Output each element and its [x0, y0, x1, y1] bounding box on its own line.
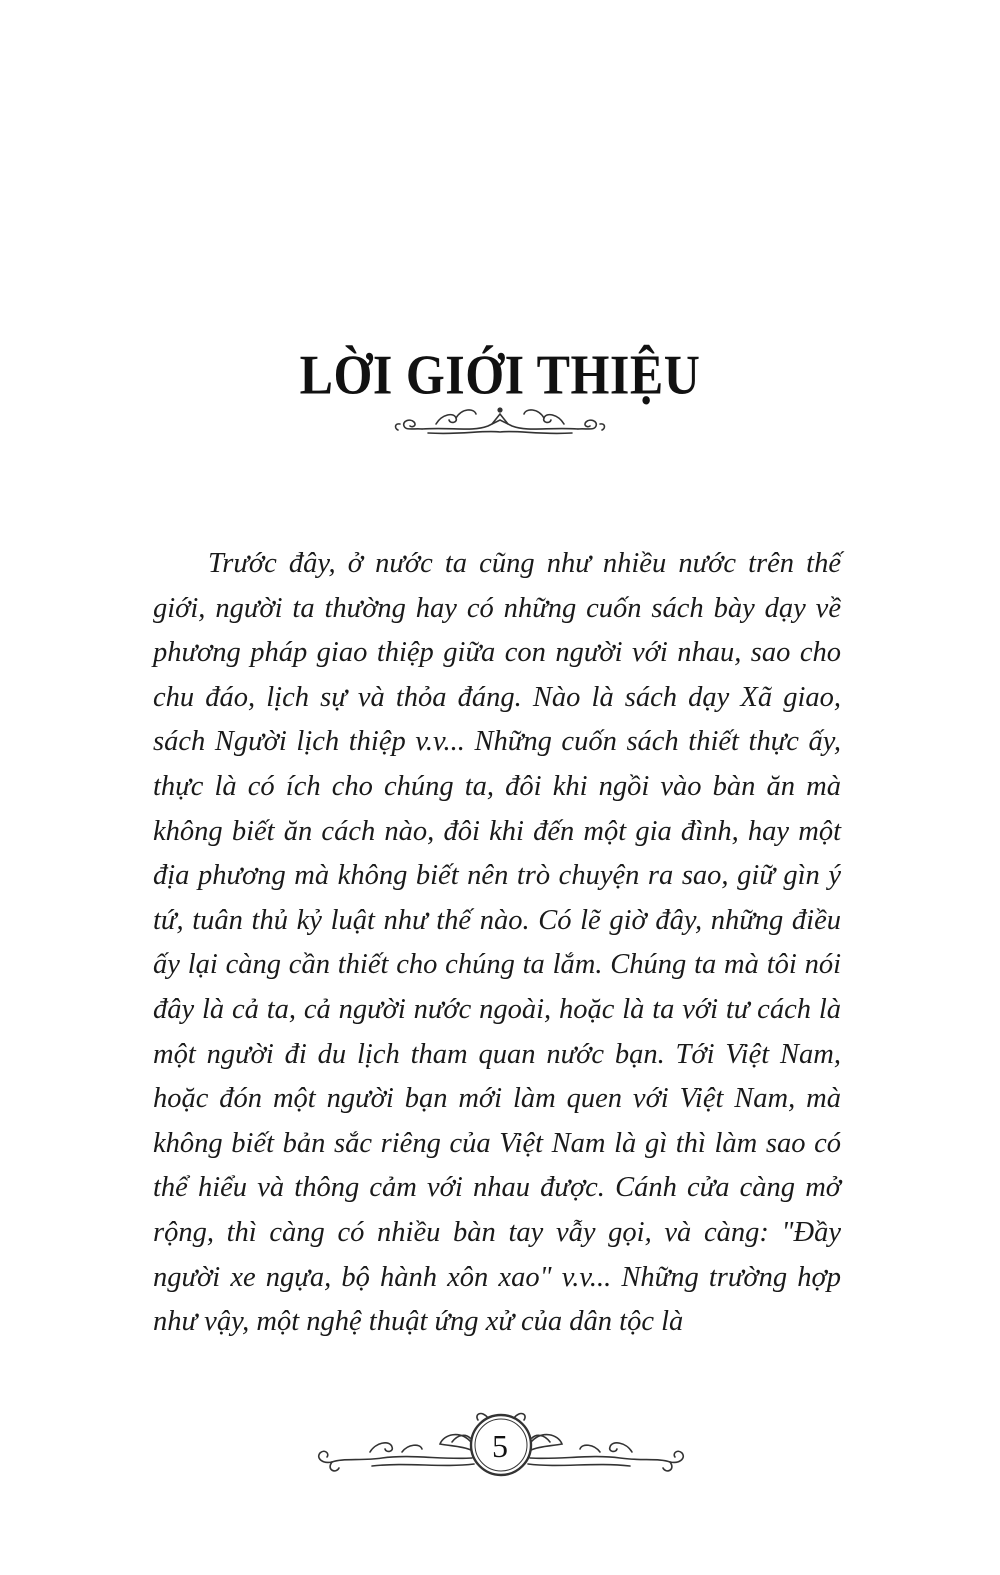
scroll-divider-icon [392, 402, 608, 442]
page-title: LỜI GIỚI THIỆU [299, 343, 701, 406]
page-number: 5 [492, 1428, 508, 1464]
intro-paragraph: Trước đây, ở nước ta cũng như nhiều nước trên thế giới, người ta thường hay có những cuốn sách bày dạy về phương pháp giao thiệp giữa con người với nhau, sao cho chu đáo, lịch sự và thỏa đáng. Nào là sách dạy Xã giao, sách Người lịch thiệp v.v... Những cuốn sách thiết thực ấy, thực là có ích cho chúng ta, đôi khi ngồi vào bàn ăn mà không biết ăn cách nào, đôi khi đến một gia đình, hay một địa phương mà không biết nên trò chuyện ra sao, giữ gìn ý tứ, tuân thủ kỷ luật như thế nào. Có lẽ giờ đây, những điều ấy lại càng cần thiết cho chúng ta lắm. Chúng ta mà tôi nói đây là cả ta, cả người nước ngoài, hoặc là ta với tư cách là một người đi du lịch tham quan nước bạn. Tới Việt Nam, hoặc đón một người bạn mới làm quen với Việt Nam, mà không biết bản sắc riêng của Việt Nam là gì thì làm sao có thể hiểu và thông cảm với nhau được. Cánh cửa càng mở rộng, thì càng có nhiều bàn tay vẫy gọi, và càng: "Đầy người xe ngựa, bộ hành xôn xao" v.v... Những trường hợp như vậy, một nghệ thuật ứng xử của dân tộc là [153, 548, 841, 1338]
